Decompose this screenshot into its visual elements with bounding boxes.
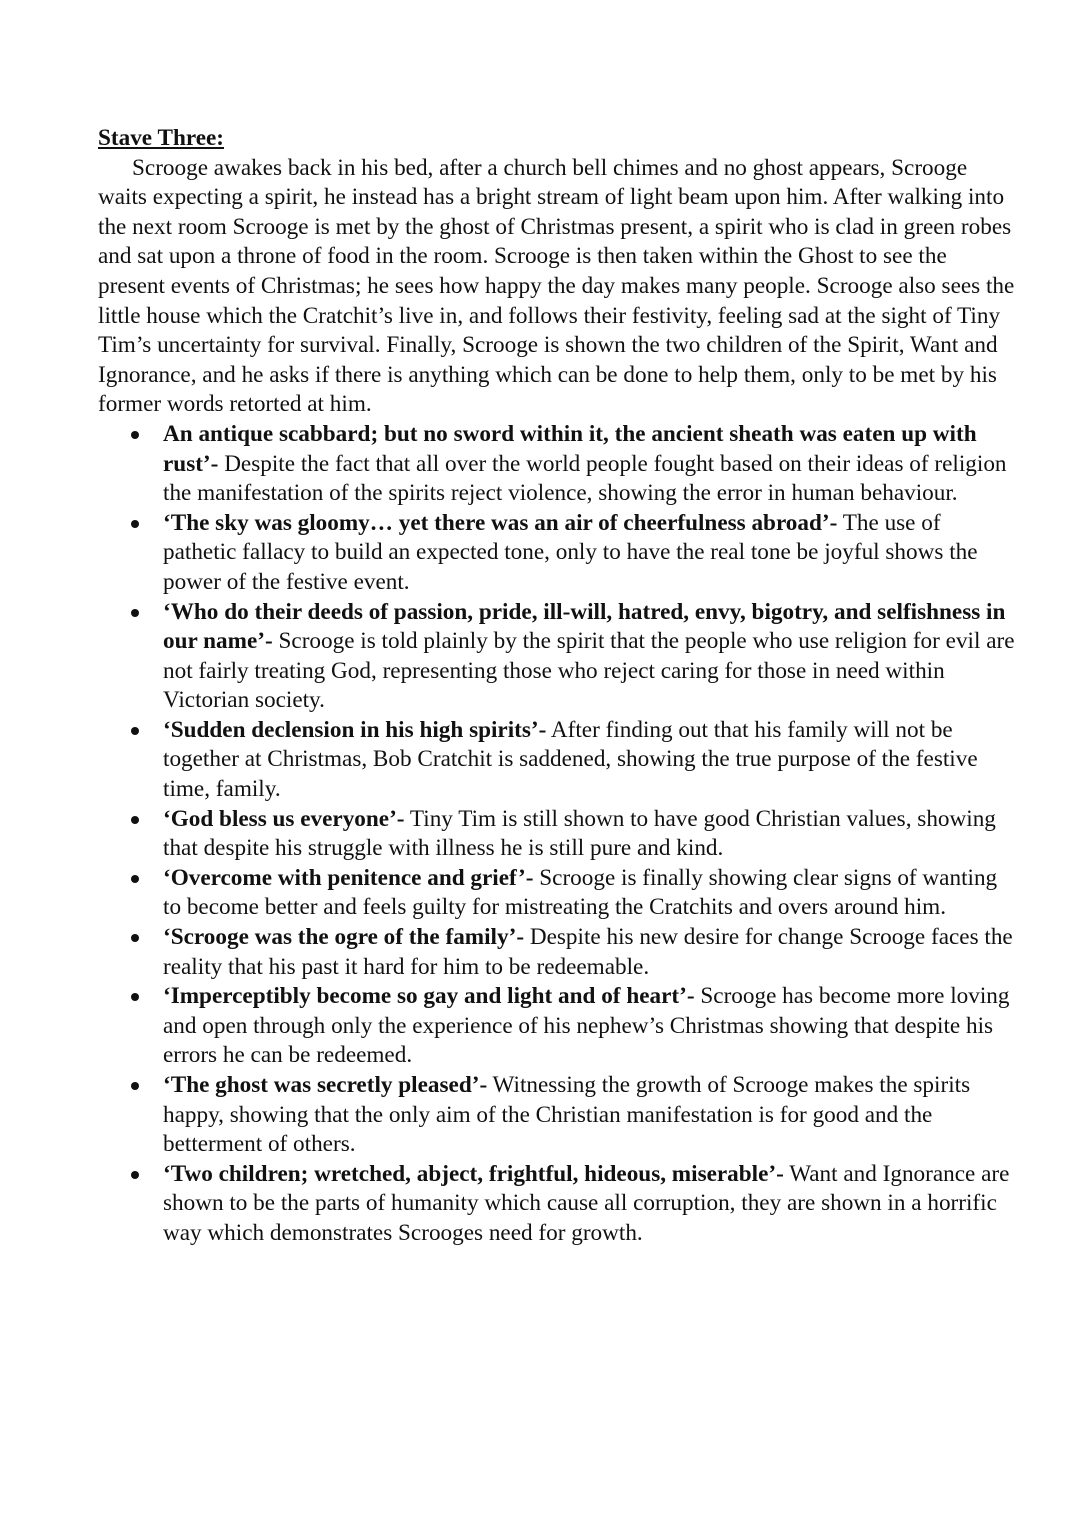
analysis-text: The use of pathetic fallacy to build an expected tone, only to have the real tone be joyful shows the power of the festive event. — [163, 509, 978, 595]
list-item — [163, 923, 1018, 982]
analysis-text: Scrooge is finally showing clear signs of wanting to become better and feels guilty for mistreating the Cratchits and overs around him. — [163, 864, 998, 921]
bullet-icon — [131, 875, 139, 883]
quote-text: ‘Imperceptibly become so gay and light and of heart’- — [163, 983, 695, 1010]
document-page — [98, 124, 1018, 1249]
analysis-text: Scrooge has become more loving and open through only the experience of his nephew’s Christmas showing that despite his errors he can be redeemed. — [163, 983, 1010, 1069]
list-item — [163, 420, 1018, 509]
bullet-icon — [131, 993, 139, 1001]
analysis-text: Witnessing the growth of Scrooge makes the spirits happy, showing that the only aim of the Christian manifestation is for good and the betterment of others. — [163, 1072, 971, 1158]
bullet-icon — [131, 727, 139, 735]
quote-list — [98, 420, 1018, 1249]
bullet-icon — [131, 431, 139, 439]
list-item — [163, 1160, 1018, 1249]
list-item — [163, 1071, 1018, 1160]
bullet-icon — [131, 934, 139, 942]
analysis-text: Want and Ignorance are shown to be the parts of humanity which cause all corruption, they are shown in a horrific way which demonstrates Scrooges need for growth. — [163, 1160, 1010, 1246]
list-item — [163, 864, 1018, 923]
analysis-text: Tiny Tim is still shown to have good Christian values, showing that despite his struggle with illness he is still pure and kind. — [163, 805, 996, 862]
quote-text: ‘The ghost was secretly pleased’- — [163, 1072, 488, 1098]
list-item — [163, 716, 1018, 805]
quote-text: ‘God bless us everyone’- — [163, 805, 405, 832]
quote-text: ‘Scrooge was the ogre of the family’- — [163, 924, 525, 951]
bullet-icon — [131, 1171, 139, 1179]
quote-text: ‘Overcome with penitence and grief’- — [163, 864, 534, 891]
analysis-text: After finding out that his family will not be together at Christmas, Bob Cratchit is saddened, showing the true purpose of the festive time, family. — [163, 716, 978, 803]
list-item — [163, 982, 1018, 1071]
summary-paragraph: Scrooge awakes back in his bed, after a church bell chimes and no ghost appears, Scrooge waits expecting a spirit, he instead has a bright stream of light beam upon him. After walking into the next room Scrooge is met by the ghost of Christmas present, a spirit who is clad in green robes and sat upon a throne of food in the room. Scrooge is then taken within the Ghost to see the present events of Christmas; he sees how happy the day makes many people. Scrooge also sees the little house which the Cratchit’s live in, and follows their festivity, feeling sad at the sight of Tiny Tim’s uncertainty for survival. Finally, Scrooge is shown the two children of the Spirit, Want and Ignorance, and he asks if there is anything which can be done to help them, only to be met by his former words retorted at him. — [98, 154, 1015, 418]
bullet-icon — [131, 609, 139, 617]
quote-text: ‘Sudden declension in his high spirits’- — [163, 716, 547, 743]
list-item — [163, 509, 1018, 598]
analysis-text: Despite his new desire for change Scrooge faces the reality that his past it hard for him to be redeemable. — [163, 924, 1013, 980]
section-heading: Stave Three: — [98, 125, 225, 151]
quote-text: ‘Who do their deeds of passion, pride, ill-will, hatred, envy, bigotry, and selfishness in our name’- — [163, 598, 1006, 655]
bullet-icon — [131, 1082, 139, 1090]
analysis-text: Despite the fact that all over the world people fought based on their ideas of religion the manifestation of the spirits reject violence, showing the error in human behaviour. — [163, 450, 1007, 507]
quote-text: An antique scabbard; but no sword within it, the ancient sheath was eaten up with rust’- — [163, 420, 977, 477]
bullet-icon — [131, 816, 139, 824]
list-item — [163, 805, 1018, 864]
quote-text: ‘The sky was gloomy… yet there was an air of cheerfulness abroad’- — [163, 509, 838, 536]
quote-text: ‘Two children; wretched, abject, frightful, hideous, miserable’- — [163, 1160, 784, 1187]
analysis-text: Scrooge is told plainly by the spirit that the people who use religion for evil are not fairly treating God, representing those who reject caring for those in need within Victorian society. — [163, 628, 1015, 714]
bullet-icon — [131, 520, 139, 528]
list-item — [163, 598, 1018, 716]
